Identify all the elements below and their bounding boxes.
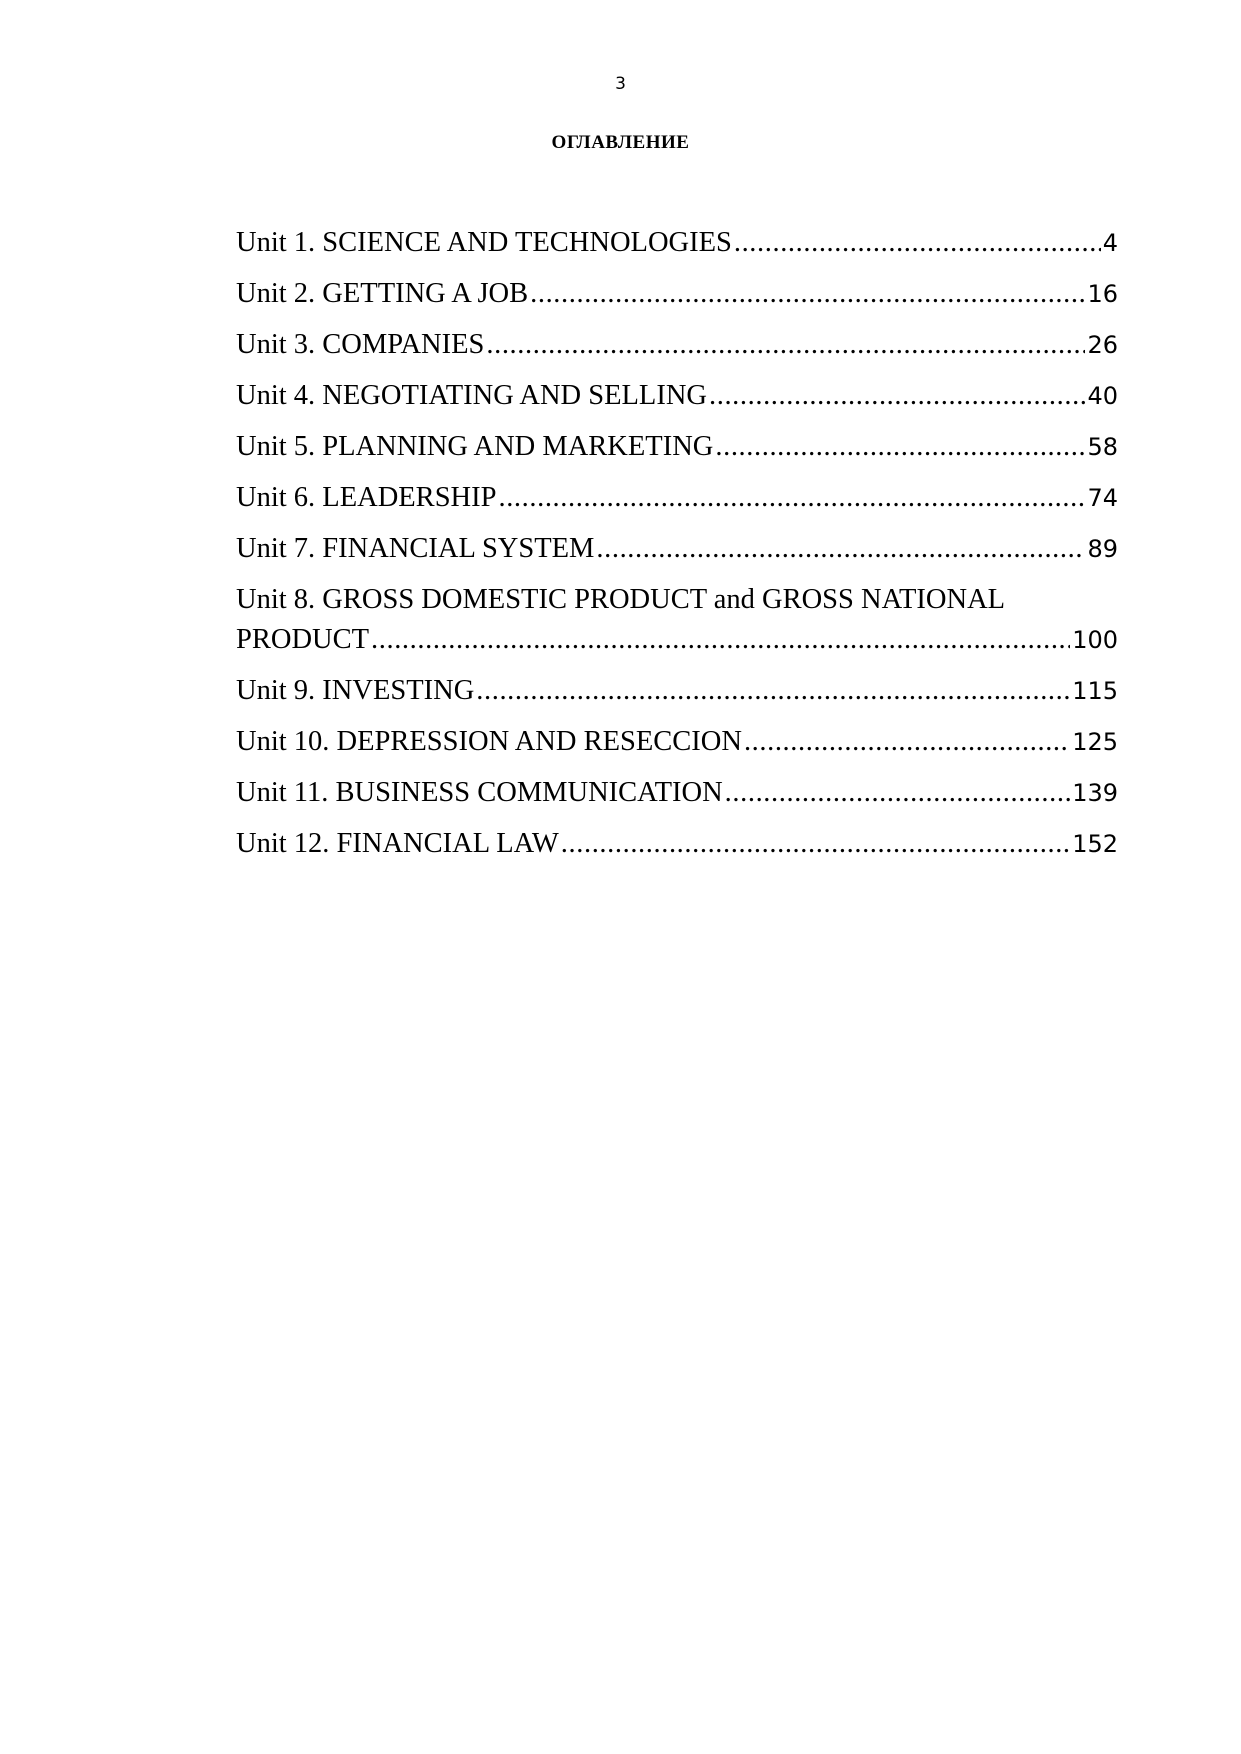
dot-leader [530,274,1085,314]
toc-entry-unit-11[interactable] [236,773,1118,813]
toc-entry-title-line-1: Unit 8. GROSS DOMESTIC PRODUCT and GROSS NATIONAL [236,584,1006,615]
toc-entry-title: Unit 12. FINANCIAL LAW [236,828,559,859]
toc-entry-title: Unit 2. GETTING A JOB [236,278,529,309]
toc-entry-title: Unit 4. NEGOTIATING AND SELLING [236,380,707,411]
toc-entry-title: Unit 1. SCIENCE AND TECHNOLOGIES [236,227,732,258]
toc-entry-title-line-2: PRODUCT [236,624,370,655]
toc-entry-unit-4[interactable] [236,376,1118,416]
toc-entry-unit-5[interactable] [236,427,1118,467]
toc-entry-title: Unit 6. LEADERSHIP [236,482,497,513]
toc-entry-page: 74 [1087,484,1118,512]
toc-entry-title: Unit 5. PLANNING AND MARKETING [236,431,714,462]
toc-entry-page: 89 [1087,535,1118,563]
page-number: 3 [615,74,626,94]
toc-entry-page: 58 [1087,433,1118,461]
dot-leader [744,722,1070,762]
toc-entry-unit-9[interactable] [236,671,1118,711]
toc-entry-unit-2[interactable] [236,274,1118,314]
toc-entry-page: 4 [1102,229,1118,257]
toc-entry-unit-6[interactable] [236,478,1118,518]
toc-entry-title: Unit 10. DEPRESSION AND RESECCION [236,726,742,757]
toc-entry-title: Unit 9. INVESTING [236,675,475,706]
toc-entry-page: 40 [1087,382,1118,410]
toc-entry-unit-10[interactable] [236,722,1118,762]
toc-entry-page: 139 [1072,779,1118,807]
toc-heading: ОГЛАВЛЕНИЕ [551,132,690,153]
toc-entry-unit-1[interactable] [236,223,1118,263]
dot-leader [561,824,1070,864]
toc-entry-title: Unit 7. FINANCIAL SYSTEM [236,533,595,564]
dot-leader [725,773,1071,813]
toc-entry-page: 100 [1072,626,1118,654]
dot-leader [734,223,1101,263]
toc-entry-page: 16 [1087,280,1118,308]
toc-entry-title: Unit 11. BUSINESS COMMUNICATION [236,777,723,808]
dot-leader [476,671,1070,711]
toc-entry-unit-8[interactable] [236,580,1118,660]
dot-leader [596,529,1085,569]
toc-entry-unit-7[interactable] [236,529,1118,569]
toc-entry-page: 115 [1072,677,1118,705]
dot-leader [715,427,1085,467]
toc-entry-page: 125 [1072,728,1118,756]
toc-entry-title: Unit 3. COMPANIES [236,329,485,360]
toc-entry-unit-3[interactable] [236,325,1118,365]
dot-leader [498,478,1085,518]
table-of-contents [236,223,1118,875]
dot-leader [709,376,1085,416]
dot-leader [371,620,1070,660]
toc-entry-unit-12[interactable] [236,824,1118,864]
toc-entry-page: 152 [1072,830,1118,858]
toc-entry-page: 26 [1087,331,1118,359]
dot-leader [486,325,1085,365]
